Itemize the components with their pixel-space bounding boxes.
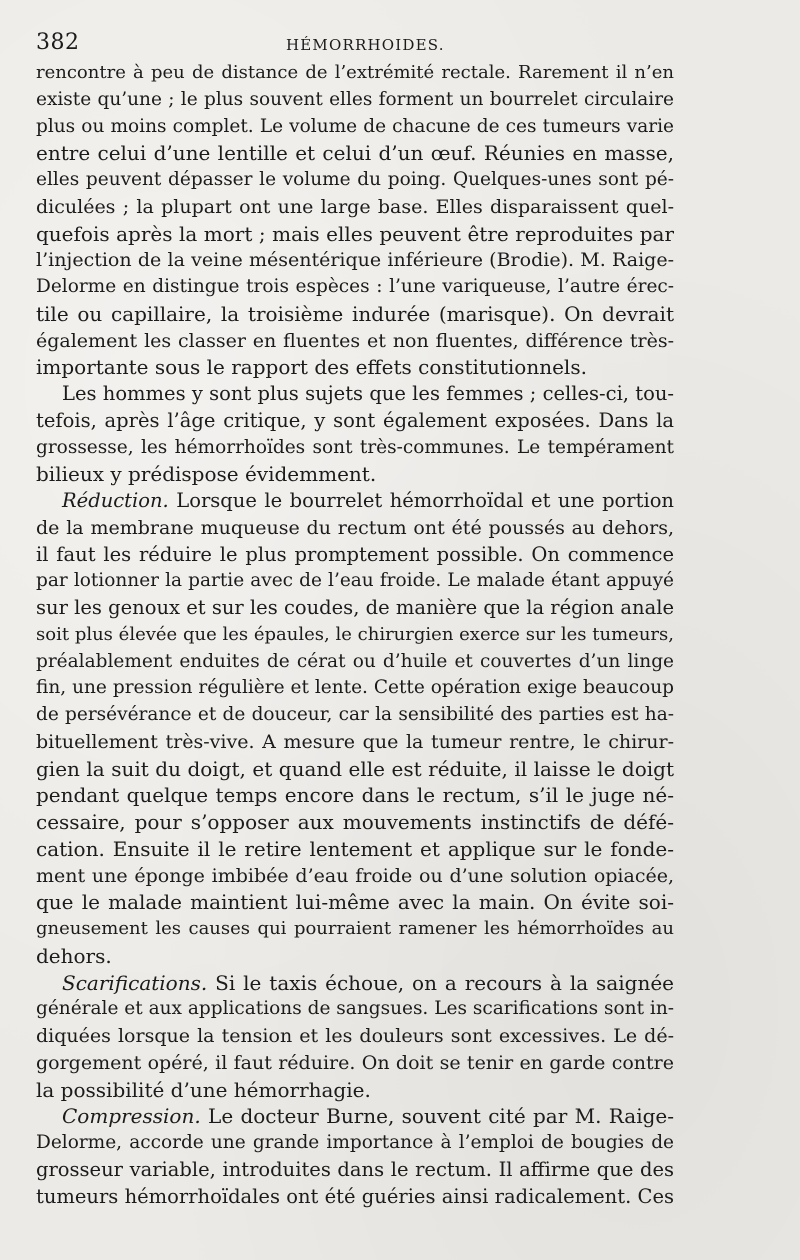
text-line: cessaire, pour s’opposer aux mouvements instinctifs de défé-: [36, 810, 674, 834]
text-line: importante sous le rapport des effets constitutionnels.: [36, 355, 587, 380]
body-text: [36, 60, 674, 1210]
text-line: tefois, après l’âge critique, y sont également exposées. Dans la: [36, 408, 674, 432]
text-line: Compression. Le docteur Burne, souvent cité par M. Raige-: [62, 1104, 674, 1129]
text-line: fin, une pression régulière et lente. Cette opération exige beaucoup: [36, 677, 674, 699]
text-line: entre celui d’une lentille et celui d’un œuf. Réunies en masse,: [36, 141, 674, 166]
text-line: grossesse, les hémorrhoïdes sont très-communes. Le tempérament: [36, 436, 674, 458]
section-heading-reduction: Réduction.: [62, 489, 169, 512]
text-line: Delorme en distingue trois espèces : l’une variqueuse, l’autre érec-: [36, 276, 674, 297]
text-line: diquées lorsque la tension et les douleurs sont excessives. Le dé-: [36, 1025, 674, 1047]
text-line: plus ou moins complet. Le volume de chacune de ces tumeurs varie: [36, 115, 674, 137]
text-line: bilieux y prédispose évidemment.: [36, 462, 377, 487]
text-line: Réduction. Lorsque le bourrelet hémorrhoïdal et une portion: [62, 489, 674, 512]
text-line: grosseur variable, introduites dans le rectum. Il affirme que des: [36, 1157, 674, 1181]
text-line: tile ou capillaire, la troisième indurée (marisque). On devrait: [36, 301, 674, 326]
text-line: dehors.: [36, 943, 112, 968]
text-line: de persévérance et de douceur, car la sensibilité des parties est ha-: [36, 704, 674, 725]
text-line: quefois après la mort ; mais elles peuvent être reproduites par: [36, 221, 674, 246]
page-number: 382: [36, 30, 80, 55]
text-line: il faut les réduire le plus promptement possible. On commence: [36, 542, 674, 566]
text-line: l’injection de la veine mésentérique inférieure (Brodie). M. Raige-: [36, 249, 674, 272]
running-head: HÉMORRHOIDES.: [286, 36, 445, 54]
text-line: gorgement opéré, il faut réduire. On doit se tenir en garde contre: [36, 1051, 674, 1074]
page-header: [36, 30, 676, 58]
text-line: préalablement enduites de cérat ou d’huile et couvertes d’un linge: [36, 650, 674, 672]
section-heading-compression: Compression.: [62, 1104, 201, 1129]
text-line: bituellement très-vive. A mesure que la tumeur rentre, le chirur-: [36, 730, 674, 753]
text-line: par lotionner la partie avec de l’eau froide. Le malade étant appuyé: [36, 570, 674, 592]
text-line: la possibilité d’une hémorrhagie.: [36, 1077, 371, 1102]
text-line: gneusement les causes qui pourraient ramener les hémorrhoïdes au: [36, 918, 674, 939]
text-line: diculées ; la plupart ont une large base. Elles disparaissent quel-: [36, 195, 674, 218]
text-line: Les hommes y sont plus sujets que les femmes ; celles-ci, tou-: [62, 382, 674, 405]
text-line: sur les genoux et sur les coudes, de manière que la région anale: [36, 596, 674, 619]
text-line: générale et aux applications de sangsues. Les scarifications sont in-: [36, 998, 674, 1020]
text-line: soit plus élevée que les épaules, le chirurgien exerce sur les tumeurs,: [36, 623, 674, 645]
text-line: de la membrane muqueuse du rectum ont été poussés au dehors,: [36, 516, 674, 539]
text-line: Scarifications. Si le taxis échoue, on a recours à la saignée: [62, 970, 674, 995]
text-line: Delorme, accorde une grande importance à l’emploi de bougies de: [36, 1132, 674, 1153]
text-line: tumeurs hémorrhoïdales ont été guéries ainsi radicalement. Ces: [36, 1184, 674, 1208]
text-line: elles peuvent dépasser le volume du poing. Quelques-unes sont pé-: [36, 169, 674, 190]
text-line: que le malade maintient lui-même avec la main. On évite soi-: [36, 890, 674, 915]
section-heading-scarifications: Scarifications.: [62, 970, 208, 995]
text-line: ment une éponge imbibée d’eau froide ou d’une solution opiacée,: [36, 864, 674, 887]
text-line: cation. Ensuite il le retire lentement et applique sur le fonde-: [36, 836, 674, 861]
text-line: pendant quelque temps encore dans le rectum, s’il le juge né-: [36, 783, 674, 808]
text-line: également les classer en fluentes et non fluentes, différence très-: [36, 329, 674, 352]
text-line: gien la suit du doigt, et quand elle est réduite, il laisse le doigt: [36, 756, 674, 781]
text-line: existe qu’une ; le plus souvent elles forment un bourrelet circulaire: [36, 88, 674, 110]
text-line: rencontre à peu de distance de l’extrémité rectale. Rarement il n’en: [36, 62, 674, 83]
